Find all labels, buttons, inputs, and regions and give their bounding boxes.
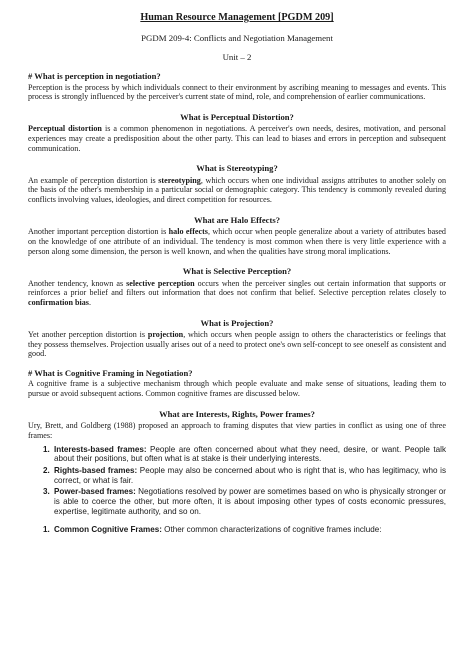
text-power-frames: Negotiations resolved by power are sometimes based on who is physically stronger or is able to coerce the other, but more often, it is about imposing other types of costs economic pressures, expertise, legitimate authority, and so on. [54, 487, 446, 516]
text-perceptual-distortion: is a common phenomenon in negotiations. A perceiver's own needs, desires, motivation, and personal experiences may create a predisposition about the other party. This can lead to biases and errors in perception and subsequent communication. [28, 124, 446, 153]
term-projection: projection [147, 330, 184, 340]
text-stereotyping-pre: An example of perception distortion is [28, 175, 159, 185]
list-item [52, 525, 446, 535]
paragraph-projection [28, 330, 446, 359]
document-title: Human Resource Management [PGDM 209] [140, 12, 334, 23]
section-heading-selective-perception: What is Selective Perception? [182, 266, 292, 277]
text-selective: occurs when the perceiver singles out certain information that supports or reinforces a prior belief and filters out information that does not confirm that belief. Selective perception relates closely to [28, 278, 446, 298]
term-power-frames: Power-based frames: [54, 487, 136, 497]
section-heading-stereotyping: What is Stereotyping? [196, 163, 278, 174]
frames-list [28, 445, 446, 517]
text-projection: , which occurs when people assign to others the characteristics or feelings that they possess themselves. Projection usually arises out of a need to protect one's own self-concept to see oneself as consistent and good. [28, 330, 446, 359]
common-frames-list [28, 525, 446, 535]
text-stereotyping: , which occurs when one individual assigns attributes to another solely on the basis of the other's membership in a particular social or demographic category. This tendency is commonly revealed during conflicts involving values, ideologies, and direct competition for resources. [28, 175, 446, 205]
section-heading-cognitive-framing: # What is Cognitive Framing in Negotiation? [28, 368, 193, 379]
term-confirmation-bias: confirmation bias [28, 298, 89, 308]
term-perceptual-distortion: Perceptual distortion [28, 124, 102, 134]
text-selective-pre: Another tendency, known as [28, 278, 127, 288]
paragraph-perceptual-distortion [28, 124, 446, 153]
list-item [52, 445, 446, 464]
text-halo-pre: Another important perception distortion is [28, 227, 169, 237]
paragraph-frames: Ury, Brett, and Goldberg (1988) proposed an approach to framing disputes that view parties in conflict as using one of three frames: [28, 421, 446, 440]
unit-label: Unit – 2 [222, 51, 252, 62]
term-common-frames: Common Cognitive Frames: [54, 524, 162, 534]
text-halo: , which occur when people generalize about a variety of attributes based on the knowledge of one attribute of an individual. The tendency is most common when there is very little experience with a person along some dimension, the person is well known, and when the qualities have strong moral implications. [28, 227, 446, 256]
paragraph-perception: Perception is the process by which individuals connect to their environment by ascribing meaning to messages and events. This process is strongly influenced by the perceiver's current state of mind, role, and comprehension of earlier communications. [28, 82, 446, 102]
section-heading-halo-effects: What are Halo Effects? [193, 214, 280, 225]
section-heading-perceptual-distortion: What is Perceptual Distortion? [180, 112, 294, 123]
text-interests-frames: People are often concerned about what they need, desire, or want. People talk about their positions, but often what is at stake is their underlying interests. [54, 444, 446, 464]
section-heading-perception: # What is perception in negotiation? [28, 71, 161, 82]
term-halo-effects: halo effects [168, 227, 208, 237]
paragraph-stereotyping [28, 176, 446, 205]
paragraph-selective-perception [28, 279, 446, 308]
term-selective-perception: selective perception [126, 278, 195, 288]
term-interests-frames: Interests-based frames: [54, 444, 147, 454]
paragraph-halo-effects [28, 227, 446, 256]
section-heading-projection: What is Projection? [200, 317, 274, 328]
paragraph-cognitive-framing: A cognitive frame is a subjective mechanism through which people evaluate and make sense of situations, leading them to pursue or avoid subsequent actions. Common cognitive frames are discussed below. [28, 379, 446, 399]
text-common-frames: Other common characterizations of cognitive frames include: [161, 524, 382, 534]
term-rights-frames: Rights-based frames: [54, 466, 138, 475]
section-heading-frames: What are Interests, Rights, Power frames? [159, 408, 315, 419]
list-item [52, 487, 446, 516]
list-item [52, 466, 446, 485]
course-subtitle: PGDM 209-4: Conflicts and Negotiation Management [141, 33, 333, 44]
term-stereotyping: stereotyping [158, 175, 201, 185]
text-selective-end: . [88, 298, 91, 308]
text-projection-pre: Yet another perception distortion is [28, 330, 148, 340]
text-rights-frames: People may also be concerned about who is right that is, who has legitimacy, who is correct, or what is fair. [54, 466, 446, 485]
